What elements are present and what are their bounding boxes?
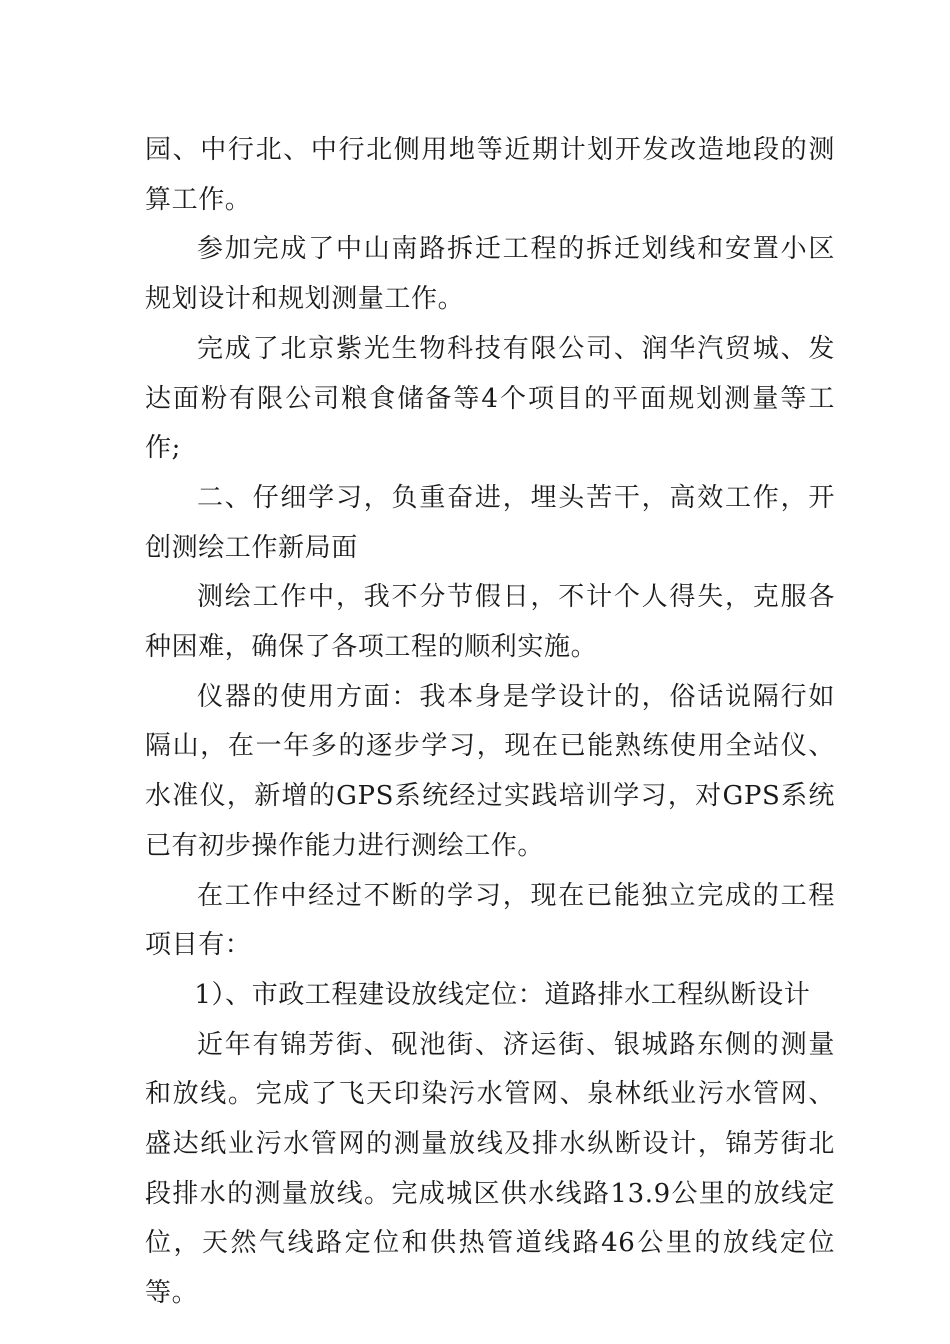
paragraph-dedication: 测绘工作中，我不分节假日，不计个人得失，克服各种困难，确保了各项工程的顺利实施。: [145, 582, 835, 663]
paragraph-independent-projects: 在工作中经过不断的学习，现在已能独立完成的工程项目有：: [145, 880, 835, 961]
list-item-municipal: 1）、市政工程建设放线定位：道路排水工程纵断设计: [194, 979, 811, 1010]
paragraph-continuation: 园、中行北、中行北侧用地等近期计划开发改造地段的测算工作。: [145, 135, 835, 215]
section-heading-two: 二、仔细学习，负重奋进，埋头苦干，高效工作，开创测绘工作新局面: [145, 482, 835, 563]
document-body: [145, 126, 835, 1319]
paragraph-instruments: 仪器的使用方面：我本身是学设计的，俗话说隔行如隔山，在一年多的逐步学习，现在已能熟练使用全站仪、水准仪，新增的GPS系统经过实践培训学习，对GPS系统已有初步操作能力进行测绘工作。: [145, 681, 835, 861]
paragraph-projects: 完成了北京紫光生物科技有限公司、润华汽贸城、发达面粉有限公司粮食储备等4个项目的平面规划测量等工作;: [145, 333, 835, 464]
paragraph-recent-work: 近年有锦芳街、砚池街、济运街、银城路东侧的测量和放线。完成了飞天印染污水管网、泉林纸业污水管网、盛达纸业污水管网的测量放线及排水纵断设计，锦芳街北段排水的测量放线。完成城区供水线路13.9公里的放线定位，天然气线路定位和供热管道线路46公里的放线定位等。: [145, 1029, 835, 1309]
paragraph-demolition: 参加完成了中山南路拆迁工程的拆迁划线和安置小区规划设计和规划测量工作。: [145, 234, 835, 315]
